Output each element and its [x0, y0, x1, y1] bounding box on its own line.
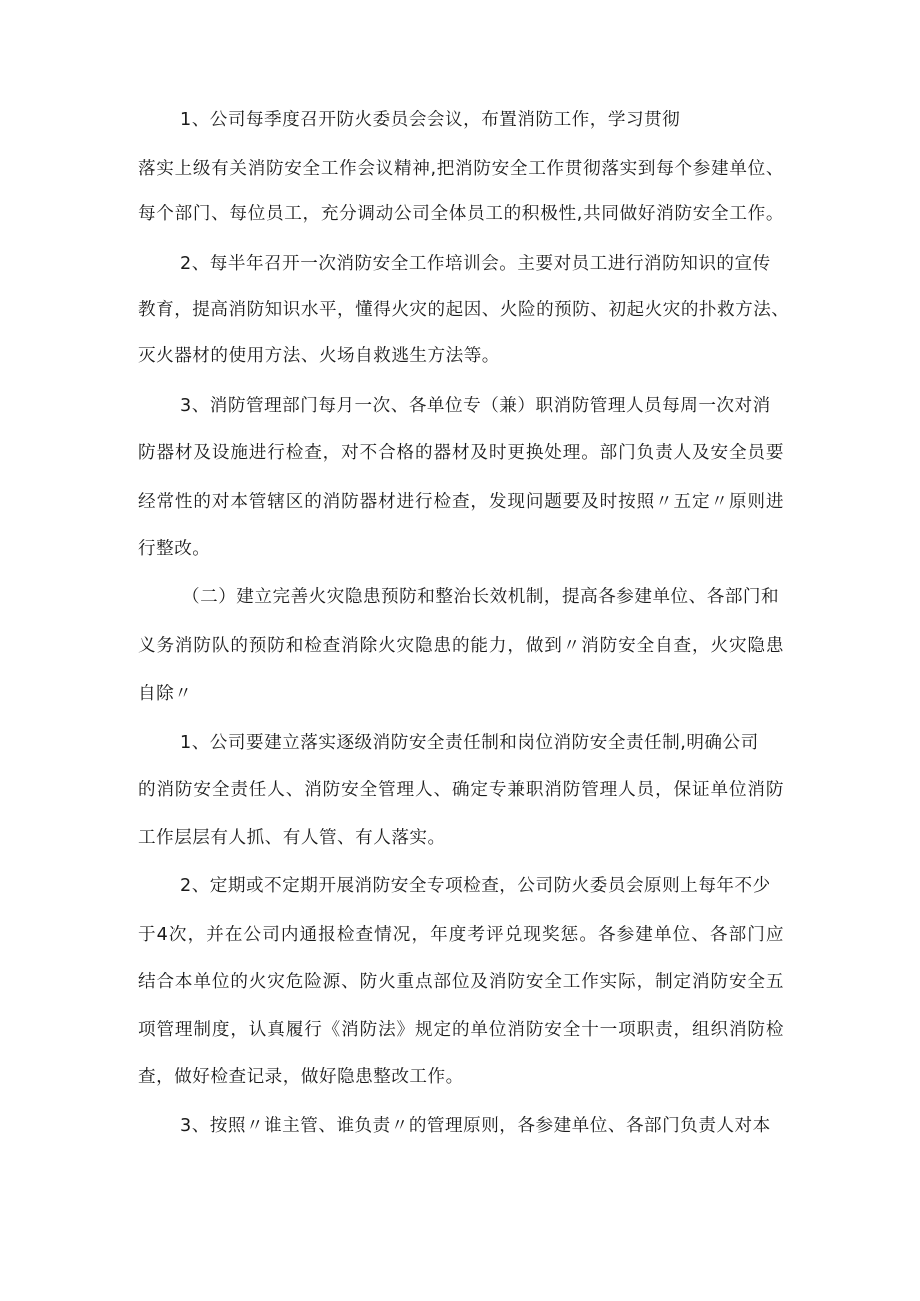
paragraph-3-line-2: 防器材及设施进行检查，对不合格的器材及时更换处理。部门负责人及安全员要 — [138, 443, 784, 463]
paragraph-5-line-2: 于4次，并在公司内通报检查情况，年度考评兑现奖惩。各参建单位、各部门应 — [138, 925, 784, 945]
paragraph-1-line-2: 落实上级有关消防安全工作会议精神,把消防安全工作贯彻落实到每个参建单位、 — [138, 159, 784, 179]
paragraph-4-line-1: 1、公司要建立落实逐级消防安全责任制和岗位消防安全责任制,明确公司 — [180, 733, 759, 753]
section-heading-line-3: 自除〃 — [138, 684, 193, 704]
paragraph-1-line-3: 每个部门、每位员工，充分调动公司全体员工的积极性,共同做好消防安全工作。 — [138, 204, 784, 224]
paragraph-5-line-5: 查，做好检查记录，做好隐患整改工作。 — [138, 1067, 464, 1087]
paragraph-4-line-3: 工作层层有人抓、有人管、有人落实。 — [138, 828, 446, 848]
paragraph-1-line-1: 1、公司每季度召开防火委员会会议，布置消防工作，学习贯彻 — [180, 110, 681, 130]
paragraph-5-line-3: 结合本单位的火灾危险源、防火重点部位及消防安全工作实际，制定消防安全五 — [138, 972, 784, 992]
paragraph-2-line-3: 灭火器材的使用方法、火场自救逃生方法等。 — [138, 346, 500, 366]
paragraph-5-line-4: 项管理制度，认真履行《消防法》规定的单位消防安全十一项职责，组织消防检 — [138, 1020, 784, 1040]
section-heading-line-2: 义务消防队的预防和检查消除火灾隐患的能力，做到〃消防安全自查，火灾隐患 — [138, 636, 784, 656]
paragraph-4-line-2: 的消防安全责任人、消防安全管理人、确定专兼职消防管理人员，保证单位消防 — [138, 780, 784, 800]
section-heading-line-1: （二）建立完善火灾隐患预防和整治长效机制，提高各参建单位、各部门和 — [182, 587, 780, 607]
paragraph-2-line-2: 教育，提高消防知识水平，懂得火灾的起因、火险的预防、初起火灾的扑救方法、 — [138, 300, 790, 320]
paragraph-5-line-1: 2、定期或不定期开展消防安全专项检查，公司防火委员会原则上每年不少 — [180, 876, 771, 896]
paragraph-3-line-1: 3、消防管理部门每月一次、各单位专（兼）职消防管理人员每周一次对消 — [180, 396, 771, 416]
paragraph-2-line-1: 2、每半年召开一次消防安全工作培训会。主要对员工进行消防知识的宣传 — [180, 254, 771, 274]
paragraph-6-line-1: 3、按照〃谁主管、谁负责〃的管理原则，各参建单位、各部门负责人对本 — [180, 1116, 771, 1136]
paragraph-3-line-3: 经常性的对本管辖区的消防器材进行检查，发现问题要及时按照〃五定〃原则进 — [138, 492, 784, 512]
paragraph-3-line-4: 行整改。 — [138, 539, 211, 559]
